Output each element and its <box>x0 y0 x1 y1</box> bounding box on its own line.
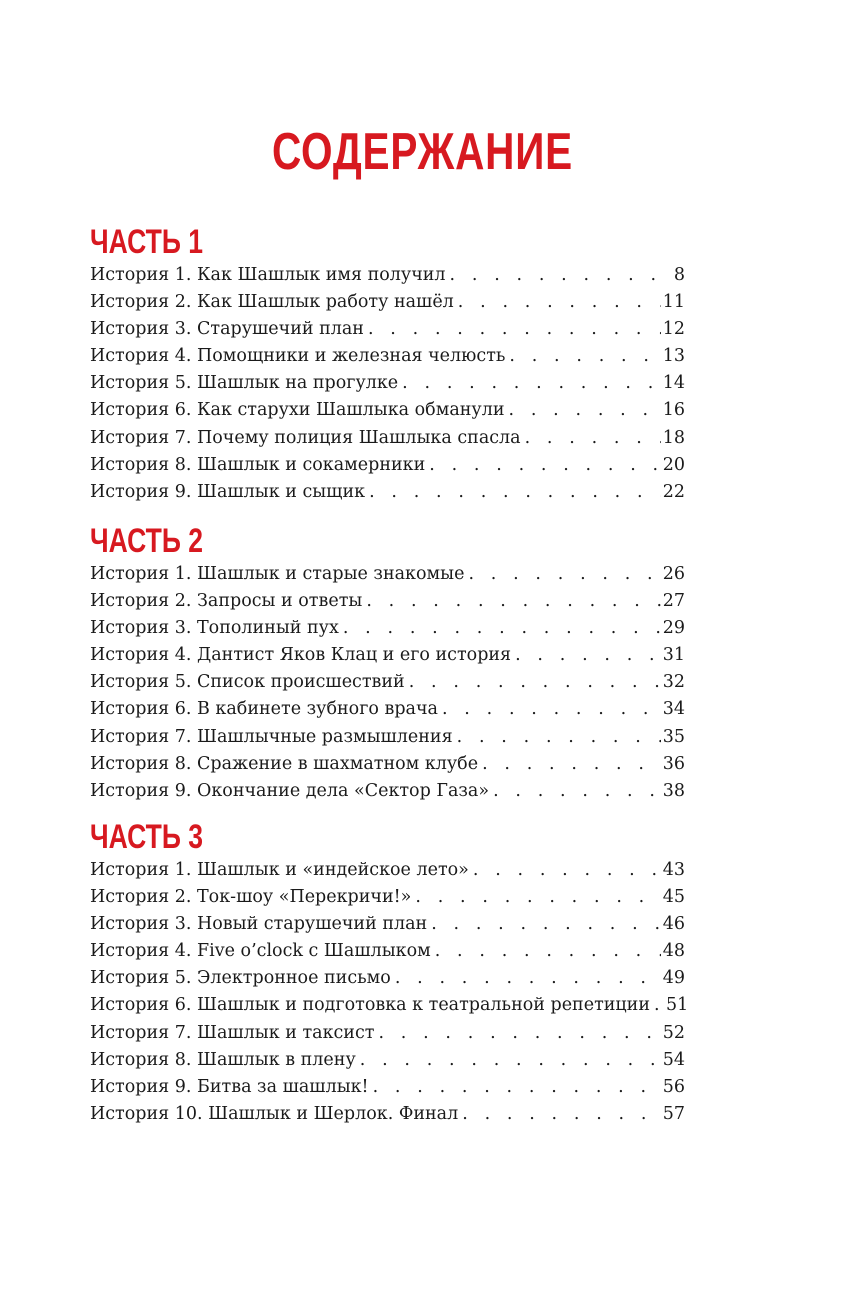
entry-title: История 9. Битва за шашлык! <box>90 1076 369 1097</box>
dot-leader <box>493 778 661 805</box>
toc-entry[interactable] <box>90 724 685 751</box>
toc-entry[interactable] <box>90 425 685 452</box>
toc-entry[interactable] <box>90 316 685 343</box>
dot-leader <box>431 911 661 938</box>
toc-entry[interactable] <box>90 1074 685 1101</box>
toc-entry[interactable] <box>90 370 685 397</box>
entry-title: История 2. Как Шашлык работу нашёл <box>90 292 454 313</box>
dot-leader <box>457 724 661 751</box>
part-heading: ЧАСТЬ 2 <box>90 522 204 560</box>
entry-title: История 5. Электронное письмо <box>90 968 391 989</box>
entry-title: История 6. Шашлык и подготовка к театральной репетиции <box>90 995 650 1016</box>
entry-page-number: 14 <box>662 373 685 394</box>
toc-entry[interactable] <box>90 1020 685 1047</box>
dot-leader <box>450 262 672 289</box>
entry-title: История 6. Как старухи Шашлыка обманули <box>90 400 505 421</box>
entry-title: История 4. Five o’clock с Шашлыком <box>90 941 431 962</box>
entry-title: История 3. Новый старушечий план <box>90 914 428 935</box>
toc-entry[interactable] <box>90 857 685 884</box>
entry-page-number: 52 <box>662 1022 685 1043</box>
dot-leader <box>373 1074 661 1101</box>
entry-title: История 8. Шашлык и сокамерники <box>90 454 426 475</box>
toc-entry[interactable] <box>90 938 685 965</box>
entry-title: История 5. Шашлык на прогулке <box>90 373 399 394</box>
dot-leader <box>458 289 661 316</box>
toc-part-3 <box>90 817 689 1128</box>
toc-title: СОДЕРЖАНИЕ <box>271 123 574 181</box>
dot-leader <box>343 615 661 642</box>
toc-entry[interactable] <box>90 561 685 588</box>
entry-title: История 2. Запросы и ответы <box>90 591 363 612</box>
toc-entry[interactable] <box>90 778 685 805</box>
part-heading: ЧАСТЬ 3 <box>90 818 204 856</box>
entry-page-number: 22 <box>662 481 685 502</box>
dot-leader <box>462 1101 660 1128</box>
entry-page-number: 51 <box>666 995 689 1016</box>
entry-page-number: 54 <box>662 1049 685 1070</box>
entry-title: История 7. Почему полиция Шашлыка спасла <box>90 427 521 448</box>
dot-leader <box>435 938 661 965</box>
toc-entry[interactable] <box>90 911 685 938</box>
dot-leader <box>509 343 660 370</box>
entry-page-number: 56 <box>662 1076 685 1097</box>
entry-page-number: 13 <box>662 346 685 367</box>
entry-page-number: 48 <box>662 941 685 962</box>
dot-leader <box>429 452 660 479</box>
dot-leader <box>368 316 661 343</box>
entry-page-number: 38 <box>662 780 685 801</box>
dot-leader <box>654 992 664 1019</box>
entry-page-number: 11 <box>662 292 685 313</box>
entry-list <box>90 561 685 805</box>
toc-entry[interactable] <box>90 289 685 316</box>
toc-entry[interactable] <box>90 696 685 723</box>
dot-leader <box>468 561 660 588</box>
dot-leader <box>525 425 661 452</box>
entry-title: История 5. Список происшествий <box>90 672 405 693</box>
dot-leader <box>378 1020 660 1047</box>
entry-title: История 3. Старушечий план <box>90 319 364 340</box>
dot-leader <box>415 884 660 911</box>
entry-page-number: 36 <box>662 753 685 774</box>
entry-page-number: 8 <box>673 265 685 285</box>
toc-part-2 <box>90 521 685 805</box>
dot-leader <box>409 669 661 696</box>
entry-title: История 8. Шашлык в плену <box>90 1049 356 1070</box>
entry-list <box>90 262 685 506</box>
entry-title: История 7. Шашлычные размышления <box>90 726 453 747</box>
entry-title: История 1. Шашлык и старые знакомые <box>90 564 465 584</box>
entry-page-number: 12 <box>662 319 685 340</box>
toc-entry[interactable] <box>90 642 685 669</box>
entry-page-number: 35 <box>662 726 685 747</box>
entry-title: История 9. Окончание дела «Сектор Газа» <box>90 780 490 801</box>
entry-page-number: 27 <box>662 591 685 612</box>
entry-page-number: 57 <box>662 1103 685 1124</box>
toc-entry[interactable] <box>90 669 685 696</box>
dot-leader <box>402 370 661 397</box>
entry-page-number: 32 <box>662 672 685 693</box>
toc-entry[interactable] <box>90 992 689 1019</box>
entry-page-number: 20 <box>662 454 685 475</box>
toc-entry[interactable] <box>90 397 685 424</box>
toc-entry[interactable] <box>90 615 685 642</box>
dot-leader <box>509 397 661 424</box>
toc-entry[interactable] <box>90 1047 685 1074</box>
dot-leader <box>442 696 661 723</box>
entry-title: История 4. Помощники и железная челюсть <box>90 346 506 367</box>
dot-leader <box>515 642 661 669</box>
entry-title: История 9. Шашлык и сыщик <box>90 481 366 502</box>
toc-entry[interactable] <box>90 479 685 506</box>
entry-page-number: 26 <box>662 564 685 584</box>
entry-page-number: 43 <box>662 860 685 880</box>
entry-title: История 1. Шашлык и «индейское лето» <box>90 860 469 880</box>
entry-title: История 8. Сражение в шахматном клубе <box>90 753 479 774</box>
dot-leader <box>366 588 660 615</box>
toc-entry[interactable] <box>90 751 685 778</box>
toc-entry[interactable] <box>90 343 685 370</box>
dot-leader <box>369 479 661 506</box>
entry-page-number: 31 <box>662 645 685 666</box>
toc-entry[interactable] <box>90 262 685 289</box>
entry-page-number: 46 <box>662 914 685 935</box>
entry-page-number: 18 <box>662 427 685 448</box>
entry-title: История 2. Ток-шоу «Перекричи!» <box>90 887 412 908</box>
part-heading: ЧАСТЬ 1 <box>90 223 204 261</box>
toc-part-1 <box>90 222 685 506</box>
dot-leader <box>360 1047 661 1074</box>
entry-title: История 1. Как Шашлык имя получил <box>90 265 446 285</box>
toc-entry[interactable] <box>90 588 685 615</box>
dot-leader <box>482 751 661 778</box>
entry-list <box>90 857 689 1128</box>
entry-page-number: 45 <box>662 887 685 908</box>
toc-entry[interactable] <box>90 452 685 479</box>
entry-page-number: 34 <box>662 699 685 720</box>
entry-title: История 7. Шашлык и таксист <box>90 1022 375 1043</box>
entry-page-number: 16 <box>662 400 685 421</box>
entry-title: История 10. Шашлык и Шерлок. Финал <box>90 1103 459 1124</box>
dot-leader <box>395 965 661 992</box>
entry-page-number: 29 <box>662 618 685 639</box>
toc-entry[interactable] <box>90 965 685 992</box>
toc-entry[interactable] <box>90 884 685 911</box>
toc-entry[interactable] <box>90 1101 685 1128</box>
entry-title: История 6. В кабинете зубного врача <box>90 699 438 720</box>
dot-leader <box>473 857 661 884</box>
entry-title: История 3. Тополиный пух <box>90 618 339 639</box>
entry-title: История 4. Дантист Яков Клац и его история <box>90 645 512 666</box>
entry-page-number: 49 <box>662 968 685 989</box>
